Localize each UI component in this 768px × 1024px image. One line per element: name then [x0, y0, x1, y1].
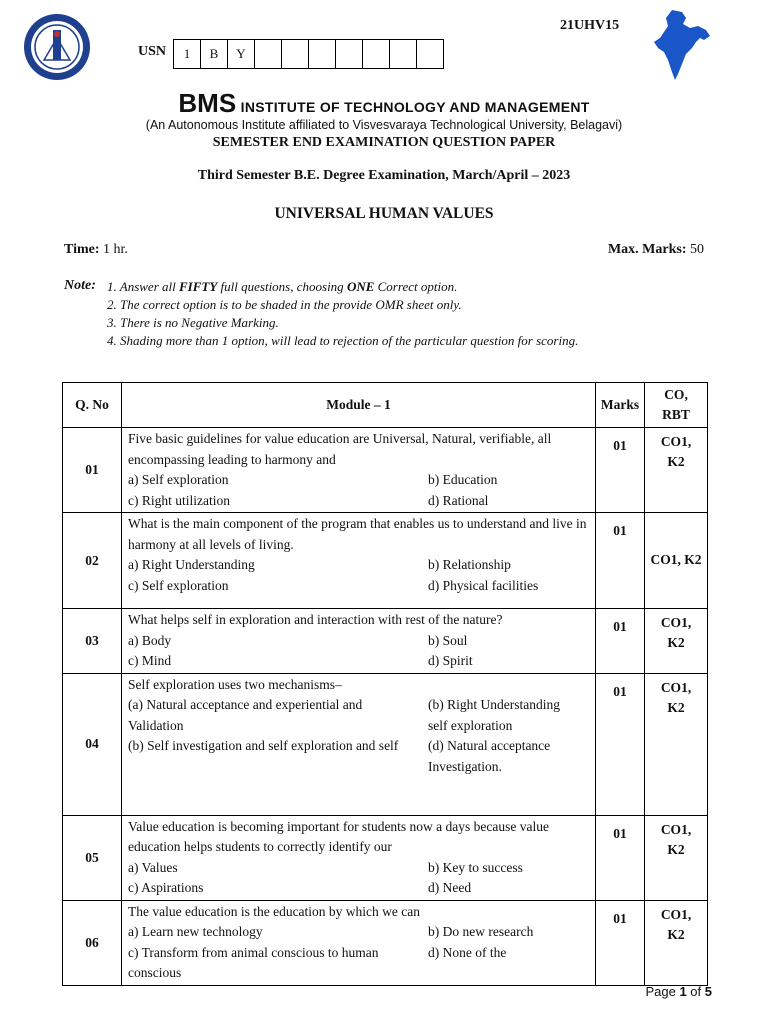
- options-grid: [128, 555, 589, 596]
- time-label: Time:: [64, 242, 100, 257]
- usn-box: [282, 40, 309, 68]
- question-cell: [122, 428, 596, 513]
- co-cell: CO1, K2: [645, 900, 708, 985]
- option: a) Body: [128, 632, 172, 648]
- usn-box: 1: [174, 40, 201, 68]
- affiliation: (An Autonomous Institute affiliated to Visvesvaraya Technological University, Belagavi): [145, 118, 623, 132]
- option: c) Right utilization: [128, 492, 230, 508]
- options-grid: [128, 922, 589, 984]
- co-cell: CO1, K2: [645, 815, 708, 900]
- question-text: Value education is becoming important for students now a days because value education helps students to correctly identify our: [128, 818, 550, 854]
- option: Investigation.: [428, 758, 502, 774]
- co-cell: CO1, K2: [645, 609, 708, 674]
- max-marks-value: 50: [690, 242, 704, 257]
- option: [128, 757, 428, 778]
- question-cell: [122, 815, 596, 900]
- usn-box: Y: [228, 40, 255, 68]
- course-code: 21UHV15: [560, 18, 620, 33]
- header-co: CO, RBT: [645, 383, 708, 428]
- option: c) Self exploration: [128, 577, 229, 593]
- option: self exploration: [428, 717, 513, 733]
- header-marks: Marks: [596, 383, 645, 428]
- subject-title: UNIVERSAL HUMAN VALUES: [274, 205, 494, 222]
- option: (b) Self investigation and self exploration and self: [128, 738, 399, 753]
- option: (a) Natural acceptance and experiential and: [128, 697, 363, 712]
- header-qno: Q. No: [63, 383, 122, 428]
- option: d) Physical facilities: [428, 577, 539, 593]
- question-cell: [122, 513, 596, 609]
- option: d) Rational: [428, 492, 489, 508]
- co-cell: CO1, K2: [645, 673, 708, 815]
- option: c) Aspirations: [128, 880, 204, 895]
- institute-name: [0, 88, 768, 119]
- marks-cell: 01: [596, 609, 645, 674]
- marks-cell: 01: [596, 513, 645, 609]
- usn-box: [390, 40, 417, 68]
- question-cell: [122, 609, 596, 674]
- question-number: 02: [63, 513, 122, 609]
- question-cell: [122, 900, 596, 985]
- table-header-row: [63, 383, 708, 428]
- institute-rest: INSTITUTE OF TECHNOLOGY AND MANAGEMENT: [240, 99, 590, 115]
- options-grid: [128, 631, 589, 672]
- usn-box: [336, 40, 363, 68]
- header-module: Module – 1: [122, 383, 596, 428]
- options-grid: [128, 695, 589, 777]
- table-row: [63, 900, 708, 985]
- note-list: [107, 278, 578, 350]
- exam-title: Third Semester B.E. Degree Examination, March/April – 2023: [197, 168, 571, 183]
- note-label: Note:: [64, 278, 96, 293]
- question-text: The value education is the education by which we can: [128, 903, 421, 919]
- institute-logo-icon: [22, 12, 92, 82]
- option: d) Spirit: [428, 653, 473, 668]
- question-number: 06: [63, 900, 122, 985]
- time-value: 1 hr.: [103, 242, 128, 257]
- option: a) Self exploration: [128, 472, 229, 487]
- note-item: 3. There is no Negative Marking.: [107, 315, 279, 330]
- option: (b) Right Understanding: [428, 697, 560, 712]
- india-map-icon: [650, 8, 712, 82]
- max-marks-label: Max. Marks:: [607, 242, 687, 257]
- marks-cell: 01: [596, 673, 645, 815]
- usn-box: [255, 40, 282, 68]
- options-grid: [128, 858, 589, 899]
- option: d) Need: [428, 880, 472, 895]
- marks-cell: 01: [596, 900, 645, 985]
- question-number: 03: [63, 609, 122, 674]
- question-text: What helps self in exploration and interaction with rest of the nature?: [128, 612, 503, 627]
- page-footer: Page 1 of 5: [645, 984, 712, 999]
- time-info: [64, 242, 128, 258]
- option: (d) Natural acceptance: [428, 738, 551, 753]
- usn-box: [417, 40, 443, 68]
- question-number: 05: [63, 815, 122, 900]
- question-number: 01: [63, 428, 122, 513]
- table-row: [63, 609, 708, 674]
- option: b) Key to success: [428, 859, 523, 875]
- usn-box: [309, 40, 336, 68]
- question-text: Five basic guidelines for value education are Universal, Natural, verifiable, all encompassing leading to harmony and: [128, 431, 552, 467]
- usn-label: USN: [138, 44, 167, 59]
- questions-table: [62, 382, 708, 986]
- option: b) Soul: [428, 632, 468, 648]
- note-item: 2. The correct option is to be shaded in the provide OMR sheet only.: [107, 297, 462, 312]
- question-text: What is the main component of the program that enables us to understand and live in harmony at all levels of living.: [128, 516, 587, 552]
- question-number: 04: [63, 673, 122, 815]
- table-row: [63, 428, 708, 513]
- option: c) Mind: [128, 653, 172, 668]
- co-cell: CO1, K2: [645, 428, 708, 513]
- usn-boxes: [173, 39, 444, 69]
- option: d) None of the: [428, 944, 507, 960]
- option: Validation: [128, 717, 184, 733]
- question-text: Self exploration uses two mechanisms–: [128, 676, 342, 692]
- option: a) Right Understanding: [128, 557, 255, 572]
- option: c) Transform from animal conscious to human conscious: [128, 944, 379, 980]
- note-item: 1. Answer all FIFTY full questions, choosing ONE Correct option.: [107, 279, 458, 294]
- paper-type: SEMESTER END EXAMINATION QUESTION PAPER: [212, 135, 556, 150]
- max-marks-info: [608, 242, 704, 258]
- co-cell: CO1, K2: [645, 513, 708, 609]
- table-row: [63, 815, 708, 900]
- marks-cell: 01: [596, 428, 645, 513]
- option: b) Education: [428, 472, 498, 487]
- option: b) Relationship: [428, 557, 511, 572]
- usn-box: B: [201, 40, 228, 68]
- table-row: [63, 513, 708, 609]
- options-grid: [128, 470, 589, 511]
- option: a) Learn new technology: [128, 924, 263, 939]
- option: b) Do new research: [428, 924, 534, 939]
- marks-cell: 01: [596, 815, 645, 900]
- note-item: 4. Shading more than 1 option, will lead to rejection of the particular question for scoring.: [107, 333, 579, 348]
- usn-box: [363, 40, 390, 68]
- option: a) Values: [128, 859, 178, 875]
- table-row: [63, 673, 708, 815]
- question-cell: [122, 673, 596, 815]
- institute-bms: BMS: [178, 88, 237, 118]
